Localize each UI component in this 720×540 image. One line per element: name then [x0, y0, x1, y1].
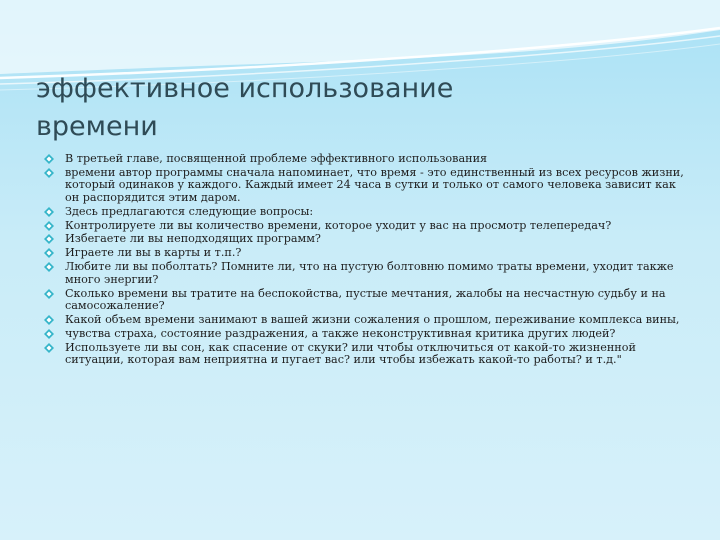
bullet-item: [44, 261, 684, 286]
bullet-item: [44, 233, 684, 245]
diamond-bullet-icon: [44, 343, 54, 353]
bullet-text: Избегаете ли вы неподходящих программ?: [65, 232, 321, 246]
bullet-text: чувства страха, состояние раздражения, а также неконструктивная критика других людей?: [65, 326, 616, 340]
bullet-text: Играете ли вы в карты и т.п.?: [65, 246, 242, 260]
bullet-list: [44, 153, 684, 367]
diamond-bullet-icon: [44, 207, 54, 217]
bullet-text: времени автор программы сначала напоминает, что время - это единственный из всех ресурсов жизни, который одинаков у каждого. Каждый имеет 24 часа в сутки и только от самого человека зависит как он распорядится этим даром.: [65, 165, 684, 204]
diamond-bullet-icon: [44, 329, 54, 339]
bullet-text: Сколько времени вы тратите на беспокойства, пустые мечтания, жалобы на несчастную судьбу и на самосожаление?: [65, 286, 666, 312]
diamond-bullet-icon: [44, 289, 54, 299]
bullet-item: [44, 328, 684, 340]
diamond-bullet-icon: [44, 168, 54, 178]
bullet-item: [44, 247, 684, 259]
diamond-bullet-icon: [44, 315, 54, 325]
bullet-text: Какой объем времени занимают в вашей жизни сожаления о прошлом, переживание комплекса вины,: [65, 312, 680, 326]
bullet-text: В третьей главе, посвященной проблеме эффективного использования: [65, 152, 488, 165]
slide-title-line-1: эффективное использование: [36, 73, 454, 104]
diamond-bullet-icon: [44, 248, 54, 258]
bullet-text: Используете ли вы сон, как спасение от скуки? или чтобы отключиться от какой-то жизненной ситуации, которая вам неприятна и пугает вас? или чтобы избежать какой-то работы? и т.д.": [65, 340, 636, 367]
bullet-text: Любите ли вы поболтать? Помните ли, что на пустую болтовню помимо траты времени, уходит также много энергии?: [65, 260, 674, 286]
bullet-item: [44, 314, 684, 326]
bullet-item: [44, 153, 684, 165]
bullet-item: [44, 288, 684, 313]
bullet-text: Контролируете ли вы количество времени, которое уходит у вас на просмотр телепередач?: [65, 218, 612, 232]
slide-title: [36, 70, 676, 146]
bullet-item: [44, 206, 684, 218]
bullet-item: [44, 342, 684, 367]
bullet-item: [44, 167, 684, 204]
bullet-item: [44, 220, 684, 232]
bullet-text: Здесь предлагаются следующие вопросы:: [65, 204, 314, 218]
diamond-bullet-icon: [44, 262, 54, 272]
diamond-bullet-icon: [44, 154, 54, 164]
diamond-bullet-icon: [44, 221, 54, 231]
slide-title-line-2: времени: [36, 111, 158, 142]
diamond-bullet-icon: [44, 234, 54, 244]
